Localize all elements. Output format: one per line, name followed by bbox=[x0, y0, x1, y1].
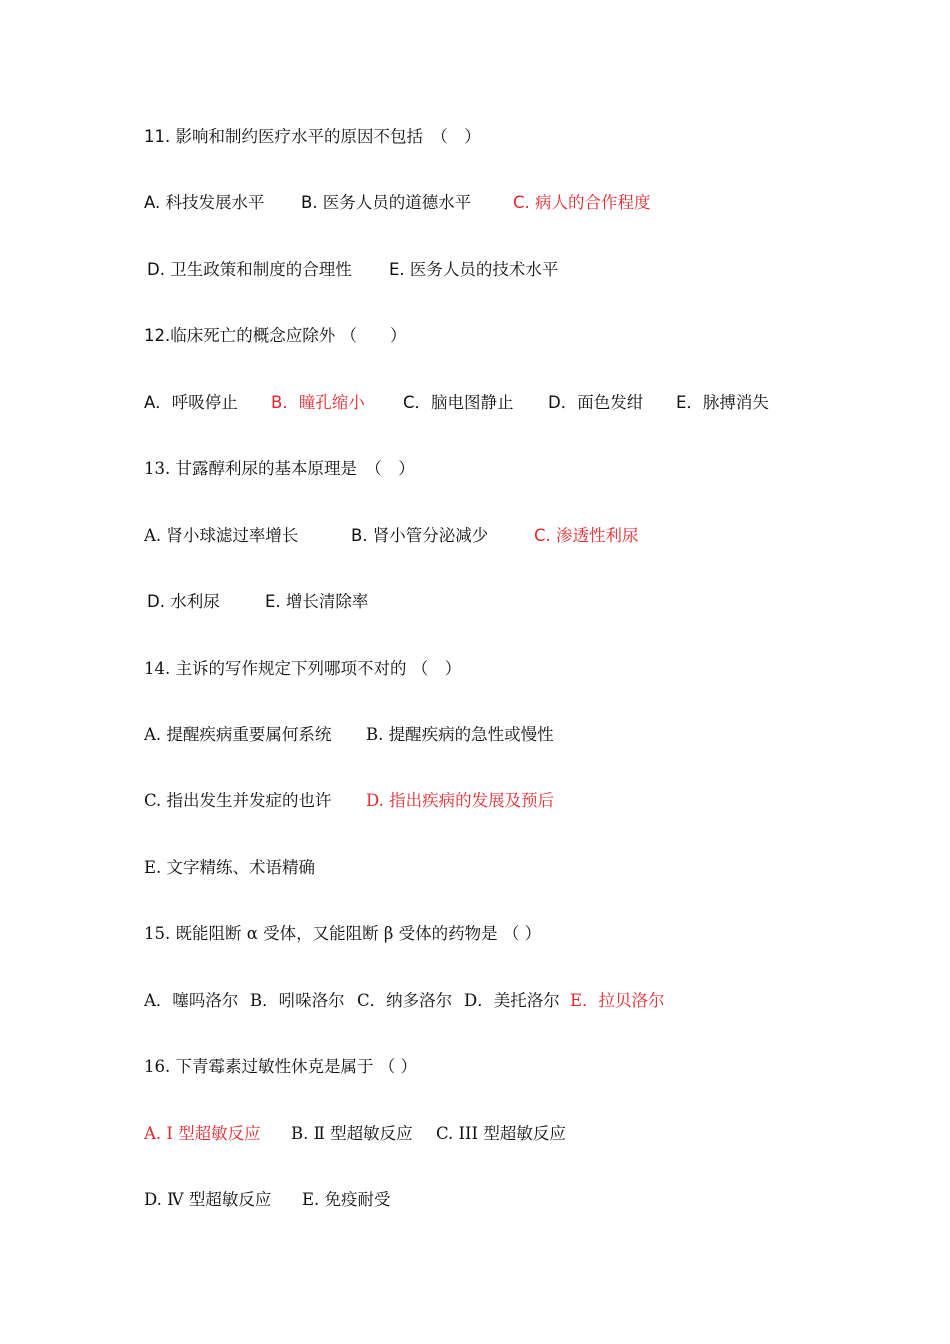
option-e: E. 增长清除率 bbox=[265, 592, 369, 611]
option-a: A. 科技发展水平 bbox=[144, 193, 265, 212]
question-text: 13. 甘露醇利尿的基本原理是 （ ） bbox=[144, 459, 415, 478]
question-14-options-row-3 bbox=[0, 853, 950, 883]
question-text: 14. 主诉的写作规定下列哪项不对的 （ ） bbox=[144, 659, 462, 678]
question-14-options-row-1 bbox=[0, 720, 950, 750]
option-a-answer: A. Ⅰ 型超敏反应 bbox=[144, 1124, 261, 1143]
option-e: E. 免疫耐受 bbox=[302, 1190, 391, 1209]
question-text: 16. 下青霉素过敏性休克是属于 （ ） bbox=[144, 1057, 417, 1076]
option-a: A．噻吗洛尔 bbox=[144, 991, 239, 1010]
question-14-title bbox=[0, 654, 950, 684]
option-b-answer: B．瞳孔缩小 bbox=[271, 393, 365, 412]
option-d-answer: D. 指出疾病的发展及预后 bbox=[366, 791, 555, 810]
option-d: D. 卫生政策和制度的合理性 bbox=[147, 260, 352, 279]
question-15-title bbox=[0, 919, 950, 949]
question-12-options-row-1 bbox=[0, 388, 950, 418]
question-11-options-row-2 bbox=[0, 255, 950, 285]
option-c: C. III 型超敏反应 bbox=[436, 1124, 566, 1143]
option-d: D．面色发绀 bbox=[548, 393, 644, 412]
option-a: A. 提醒疾病重要属何系统 bbox=[144, 725, 332, 744]
question-text: 12.临床死亡的概念应除外 （ ） bbox=[144, 326, 407, 345]
option-c: C. 指出发生并发症的也许 bbox=[144, 791, 332, 810]
option-c-answer: C. 渗透性利尿 bbox=[534, 526, 639, 545]
option-b: B. 肾小管分泌减少 bbox=[351, 526, 489, 545]
option-a: A．呼吸停止 bbox=[144, 393, 238, 412]
option-e: E．脉搏消失 bbox=[676, 393, 769, 412]
option-b: B. Ⅱ 型超敏反应 bbox=[291, 1124, 413, 1143]
question-16-title bbox=[0, 1052, 950, 1082]
question-14-options-row-2 bbox=[0, 786, 950, 816]
option-b: B. 提醒疾病的急性或慢性 bbox=[366, 725, 554, 744]
option-d: D. Ⅳ 型超敏反应 bbox=[144, 1190, 272, 1209]
option-c: C．脑电图静止 bbox=[403, 393, 514, 412]
option-d: D．美托洛尔 bbox=[464, 991, 560, 1010]
question-text: 15. 既能阻断 α 受体，又能阻断 β 受体的药物是 （ ） bbox=[144, 924, 542, 943]
option-e: E. 文字精练、术语精确 bbox=[144, 858, 316, 877]
question-12-title bbox=[0, 321, 950, 351]
option-c: C．纳多洛尔 bbox=[357, 991, 453, 1010]
option-d: D. 水利尿 bbox=[147, 592, 220, 611]
question-13-options-row-1 bbox=[0, 521, 950, 551]
question-13-options-row-2 bbox=[0, 587, 950, 617]
question-13-title bbox=[0, 454, 950, 484]
question-16-options-row-2 bbox=[0, 1185, 950, 1215]
question-text: 11. 影响和制约医疗水平的原因不包括 （ ） bbox=[144, 127, 481, 146]
option-e-answer: E．拉贝洛尔 bbox=[570, 991, 665, 1010]
option-b: B. 医务人员的道德水平 bbox=[301, 193, 472, 212]
question-11-options-row-1 bbox=[0, 188, 950, 218]
question-16-options-row-1 bbox=[0, 1119, 950, 1149]
question-15-options-row-1 bbox=[0, 986, 950, 1016]
option-b: B．吲哚洛尔 bbox=[250, 991, 345, 1010]
option-c-answer: C. 病人的合作程度 bbox=[513, 193, 651, 212]
option-a: A. 肾小球滤过率增长 bbox=[144, 526, 299, 545]
question-11-title bbox=[0, 122, 950, 152]
option-e: E. 医务人员的技术水平 bbox=[389, 260, 559, 279]
